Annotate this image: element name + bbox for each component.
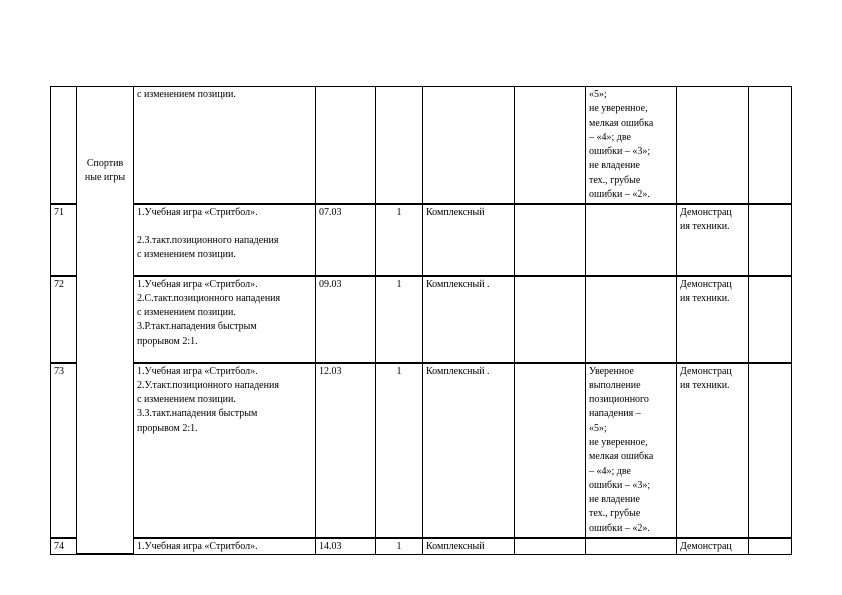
criteria-line: тех., грубые [589, 508, 641, 520]
criteria-line: нападения – [589, 408, 641, 420]
criteria-line: не уверенное, [589, 103, 648, 115]
visual-aids-cell [677, 87, 749, 204]
criteria-cell [586, 87, 677, 204]
lesson-content-cell [134, 204, 316, 276]
criteria-line: «5»; [589, 422, 607, 434]
visual-line: ия техники. [680, 379, 730, 391]
extra-cell [515, 363, 586, 538]
criteria-cell [586, 276, 677, 363]
date-cell: 09.03 [316, 276, 376, 363]
content-gap [137, 220, 312, 234]
visual-line: Демонстрац [680, 206, 732, 218]
extra-cell [515, 204, 586, 276]
criteria-cell [586, 204, 677, 276]
visual-line: Демонстрац [680, 365, 732, 377]
visual-line: ия техники. [680, 292, 730, 304]
content-line: 2.З.такт.позиционного нападения [137, 234, 279, 246]
content-line: 3.Р.такт.нападения быстрым [137, 321, 257, 333]
extra-cell [515, 276, 586, 363]
notes-cell [749, 87, 792, 204]
lesson-type-cell: Комплексный [423, 538, 515, 555]
criteria-line: мелкая ошибка [589, 451, 654, 463]
visual-aids-cell [677, 538, 749, 555]
content-line: 1.Учебная игра «Стритбол». [137, 365, 258, 377]
table-row [51, 276, 792, 363]
notes-cell [749, 538, 792, 555]
section-label-line: Спортив [86, 158, 124, 169]
row-number-cell: 71 [51, 204, 77, 276]
content-line: прорывом 2:1. [137, 335, 198, 347]
date-cell [316, 87, 376, 204]
table-row [51, 538, 792, 555]
lesson-content-cell [134, 538, 316, 555]
criteria-line: Уверенное [589, 365, 634, 377]
content-line: прорывом 2:1. [137, 422, 198, 434]
notes-cell [749, 204, 792, 276]
criteria-line: – «4»; две [589, 465, 631, 477]
criteria-line: выполнение [589, 379, 641, 391]
lesson-content-cell [134, 363, 316, 538]
criteria-line: ошибки – «2». [589, 522, 650, 534]
hours-cell: 1 [376, 363, 423, 538]
section-label-line: ные игры [84, 172, 126, 184]
content-line: 1.Учебная игра «Стритбол». [137, 278, 258, 290]
hours-cell: 1 [376, 538, 423, 555]
lesson-content-cell [134, 87, 316, 204]
criteria-line: не владение [589, 160, 640, 172]
criteria-cell [586, 538, 677, 555]
notes-cell [749, 276, 792, 363]
row-number-cell: 73 [51, 363, 77, 538]
criteria-line: ошибки – «3»; [589, 146, 651, 158]
content-line: с изменением позиции. [137, 394, 236, 406]
row-number-cell [51, 87, 77, 204]
date-cell: 07.03 [316, 204, 376, 276]
content-line: с изменением позиции. [137, 307, 236, 319]
table-row [51, 87, 792, 204]
content-line: с изменением позиции. [137, 249, 236, 261]
visual-aids-cell [677, 276, 749, 363]
table-row [51, 363, 792, 538]
visual-aids-cell [677, 204, 749, 276]
lesson-type-cell [423, 87, 515, 204]
criteria-line: ошибки – «2». [589, 189, 650, 201]
extra-cell [515, 87, 586, 204]
hours-cell: 1 [376, 204, 423, 276]
criteria-line: мелкая ошибка [589, 117, 654, 129]
visual-line: Демонстрац [680, 278, 732, 290]
criteria-line: тех., грубые [589, 174, 641, 186]
criteria-line: не уверенное, [589, 436, 648, 448]
criteria-line: не владение [589, 494, 640, 506]
lesson-plan-table [50, 86, 792, 555]
lesson-type-cell: Комплексный . [423, 363, 515, 538]
extra-cell [515, 538, 586, 555]
row-number-cell: 72 [51, 276, 77, 363]
section-label-cell [77, 87, 134, 555]
content-line: с изменением позиции. [137, 89, 236, 100]
content-line: 2.С.такт.позиционного нападения [137, 292, 281, 304]
lesson-content-cell [134, 276, 316, 363]
visual-aids-cell [677, 363, 749, 538]
content-line: 2.У.такт.позиционного нападения [137, 379, 279, 391]
date-cell: 12.03 [316, 363, 376, 538]
date-cell: 14.03 [316, 538, 376, 555]
criteria-line: позиционного [589, 394, 649, 406]
table-row [51, 204, 792, 276]
visual-line: ия техники. [680, 220, 730, 232]
criteria-cell [586, 363, 677, 538]
criteria-line: «5»; [589, 89, 607, 100]
content-line: 3.З.такт.нападения быстрым [137, 408, 258, 420]
row-number-cell: 74 [51, 538, 77, 555]
criteria-line: – «4»; две [589, 131, 631, 143]
lesson-type-cell: Комплексный . [423, 276, 515, 363]
content-line: 1.Учебная игра «Стритбол». [137, 206, 258, 218]
visual-line: Демонстрац [680, 540, 732, 552]
notes-cell [749, 363, 792, 538]
criteria-line: ошибки – «3»; [589, 479, 651, 491]
lesson-type-cell: Комплексный [423, 204, 515, 276]
content-line: 1.Учебная игра «Стритбол». [137, 540, 258, 552]
hours-cell: 1 [376, 276, 423, 363]
hours-cell [376, 87, 423, 204]
